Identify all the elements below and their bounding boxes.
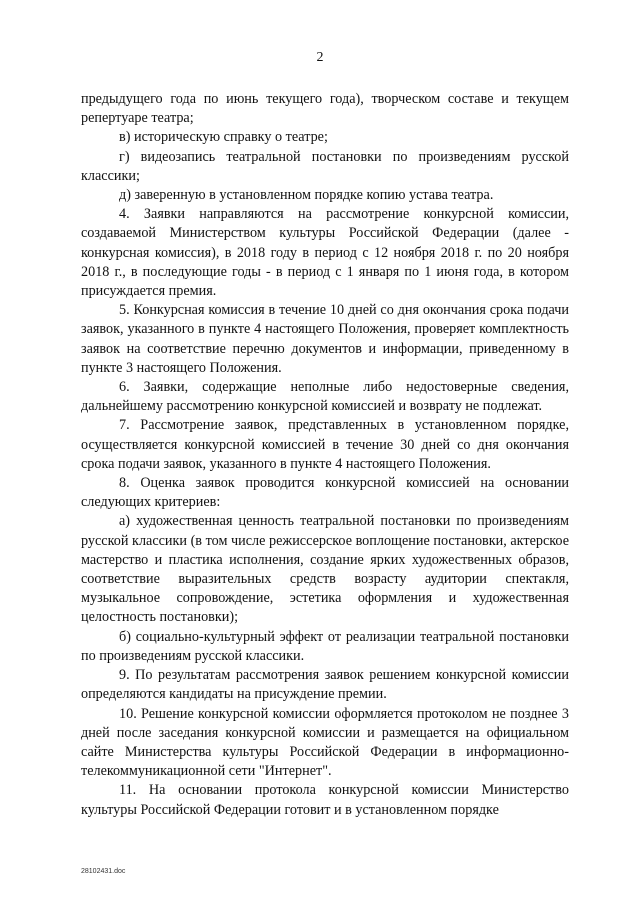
paragraph: г) видеозапись театральной постановки по произведениям русской классики; xyxy=(81,148,569,184)
paragraph: а) художественная ценность театральной постановки по произведениям русской классики (в том числе режиссерское воплощение постановки, актерское мастерство и пластика исполнения, создание ярких художественных образов, соответствие выразительных средств возрасту аудитории спектакля, музыкальное сопровождение, эстетика оформления и художественная целостность постановки); xyxy=(81,513,569,626)
paragraph: 7. Рассмотрение заявок, представленных в установленном порядке, осуществляется конкурсной комиссией в течение 30 дней со дня окончания срока подачи заявок, указанного в пункте 4 настоящего Положения. xyxy=(81,417,569,472)
paragraph: 8. Оценка заявок проводится конкурсной комиссией на основании следующих критериев: xyxy=(81,475,569,511)
paragraph: 9. По результатам рассмотрения заявок решением конкурсной комиссии определяются кандидаты на присуждение премии. xyxy=(81,667,569,703)
footer-file-name: 28102431.doc xyxy=(81,868,126,875)
paragraph: в) историческую справку о театре; xyxy=(119,129,328,146)
paragraph: 11. На основании протокола конкурсной комиссии Министерство культуры Российской Федерации готовит и в установленном порядке xyxy=(81,782,569,818)
document-body xyxy=(81,90,569,820)
paragraph: 10. Решение конкурсной комиссии оформляется протоколом не позднее 3 дней после заседания конкурсной комиссии и размещается на официальном сайте Министерства культуры Российской Федерации в информационно-телекоммуникационной сети "Интернет". xyxy=(81,705,569,780)
paragraph: 4. Заявки направляются на рассмотрение конкурсной комиссии, создаваемой Министерством культуры Российской Федерации (далее - конкурсная комиссия), в 2018 году в период с 12 ноября 2018 г. по 20 ноября 2018 г., в последующие годы - в период с 1 января по 1 июня года, в котором присуждается премия. xyxy=(81,206,569,300)
paragraph: б) социально-культурный эффект от реализации театральной постановки по произведениям русской классики. xyxy=(81,628,569,664)
paragraph: д) заверенную в установленном порядке копию устава театра. xyxy=(119,187,494,204)
paragraph: 5. Конкурсная комиссия в течение 10 дней со дня окончания срока подачи заявок, указанного в пункте 4 настоящего Положения, проверяет комплектность заявок на соответствие перечню документов и информации, приведенному в пункте 3 настоящего Положения. xyxy=(81,302,569,376)
page-number: 2 xyxy=(316,50,324,65)
paragraph: 6. Заявки, содержащие неполные либо недостоверные сведения, дальнейшему рассмотрению конкурсной комиссией и возврату не подлежат. xyxy=(81,379,569,415)
paragraph: предыдущего года по июнь текущего года), творческом составе и текущем репертуаре театра; xyxy=(81,91,569,127)
